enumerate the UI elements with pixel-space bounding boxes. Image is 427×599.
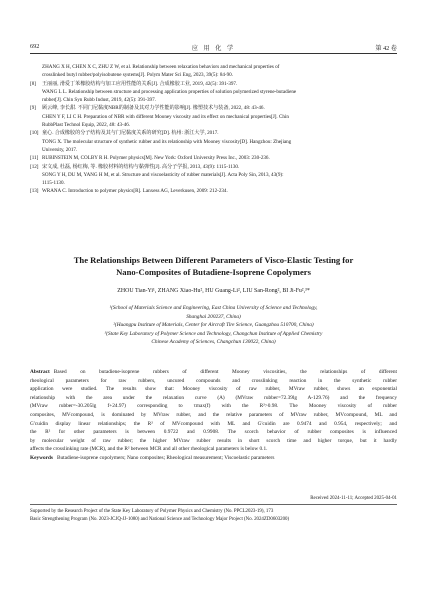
reference-text xyxy=(42,154,397,162)
reference-line: crosslinked butyl rubber/polyisobutene systems[J]. Polym Mater Sci Eng, 2023, 39(5): 84-90. xyxy=(42,72,233,79)
reference-number xyxy=(30,63,42,80)
reference-line: 1115-1130. xyxy=(42,180,65,187)
abstract-line: G'cuidin display linear relationships; the R² of MVcompound with ML and G'cuidin are 0.9474 and 0.954, respectively; and xyxy=(30,420,397,427)
reference-item xyxy=(30,187,397,195)
abstract-line xyxy=(30,368,397,377)
reference-item xyxy=(30,154,397,162)
journal-name: 应 用 化 学 xyxy=(191,45,236,52)
abstract-label: Abstract xyxy=(30,369,50,375)
abstract-line: the R² for other parameters is between 0.9722 and 0.9908. The scorch behavior of rubber composites is influenced xyxy=(30,429,397,436)
affiliation-line: Chinese Academy of Sciences, Changchun 130022, China) xyxy=(151,339,276,346)
abstract-line: composites, MVcompound, is dominated by MVraw rubber, and the relative parameters of MVraw rubber, MVcompound, ML and xyxy=(30,411,397,418)
reference-line: TONG X. The molecular structure of synthetic rubber and its relationship with Mooney viscosity[D]. Hangzhou: Zhejiang xyxy=(42,138,292,145)
reference-text xyxy=(42,63,397,80)
abstract-line: by molecular weight of raw rubber; the higher MVraw rubber results in short scorch time and higher torque, but it hardly xyxy=(30,437,397,444)
reference-number: [10] xyxy=(30,130,39,137)
reference-line: CHEN Y F, LI C H. Preparation of NBR with different Mooney viscosity and its effect on mechanical properties[J]. Chin xyxy=(42,113,289,120)
volume-number: 第 42 卷 xyxy=(375,45,397,52)
article-title xyxy=(30,254,397,278)
reference-line: ZHANG X H, CHEN X C, ZHU Z W, et al. Relationship between relaxation behaviors and mechanical properties of xyxy=(42,64,280,70)
reference-line: 顾云峰, 李长甜. 不同门尼黏度NBR的制备及其对力学性能的影响[J]. 橡塑技术与装备, 2022, 48: 43-46. xyxy=(42,105,265,112)
reference-number: [8] xyxy=(30,80,36,87)
affiliation-line: Shanghai 200237, China) xyxy=(186,313,241,320)
footnote-rule xyxy=(30,504,397,505)
title-line: The Relationships Between Different Parameters of Visco-Elastic Testing for xyxy=(73,255,354,265)
title-line: Nano-Composites of Butadiene-Isoprene Copolymers xyxy=(116,267,311,277)
reference-line: RUBINSTEIN M, COLBY R H. Polymer physics[M]. New York: Oxford University Press Inc., 2003: 230-236. xyxy=(42,155,270,162)
keywords-label: Keywords xyxy=(30,454,53,461)
reference-line: University, 2017. xyxy=(42,146,78,153)
reference-number: [11] xyxy=(30,155,39,162)
reference-line: WANG L L. Relationship between structure and processing application properties of solution polymerized styrene-butadiene xyxy=(42,88,297,95)
reference-number: [13] xyxy=(30,188,39,195)
abstract-line: relationship with the area under the relaxation curve (A) (MVraw rubber=72.39lg A-129.76) and the frequency xyxy=(30,394,397,401)
reference-number: [9] xyxy=(30,105,36,112)
reference-text xyxy=(42,163,397,188)
header-rule xyxy=(30,53,397,54)
abstract-line: rheological parameters for raw rubbers, uncured compounds and crosslinking reaction in the synthetic rubber xyxy=(30,377,397,384)
author-list: ZHOU Tian-Yi¹, ZHANG Xiao-Hu², HU Guang-Li², LIU San-Rong², BI Ji-Fu²,³* xyxy=(117,288,310,294)
funding-line: Basic Strengthening Program (No. 2023-JCJQ-JJ-1080) and National Science and Technology Major Project (No. 2024ZD0603200) xyxy=(30,517,290,522)
reference-list xyxy=(30,63,397,196)
received-date: Received 2024-11-11; Accepted 2025-04-01 xyxy=(310,496,397,501)
abstract xyxy=(30,368,397,463)
reference-number: [12] xyxy=(30,163,39,170)
reference-text xyxy=(42,80,397,105)
affiliation-line: ³(State Key Laboratory of Polymer Science and Technology, Changchun Institute of Applied Chemistry xyxy=(104,330,323,337)
reference-line: SONG Y H, DU M, YANG H M, et al. Structure and viscoelasticity of rubber materials[J]. Acta Poly Sin, 2013, 43(9): xyxy=(42,171,284,178)
reference-item xyxy=(30,63,397,80)
reference-line: rubber[J]. Chin Syn Rubb Indust, 2019, 42(5): 391-397. xyxy=(42,97,156,104)
affiliation-line: ²(Huangpu Institute of Materials, Center for Aircraft Tire Science, Guangzhou 510700, China) xyxy=(113,322,314,329)
abstract-line: affects the crosslinking rate (MCR), and the R² between MCR and all other rheological parameters is below 0.1. xyxy=(30,446,268,453)
abstract-line: (MVraw rubber=-30.205lg f+24.97) corresponding to τmax(f) with the R²>0.98. The Mooney viscosity of rubber xyxy=(30,403,397,410)
funding-note xyxy=(30,508,397,524)
reference-item xyxy=(30,104,397,129)
page-number: 692 xyxy=(30,43,40,50)
reference-line: RubbPlast Technol Equip, 2022, 48: 43-46. xyxy=(42,122,131,129)
reference-line: WRANA C. Introduction to polymer physics[R]. Lanxess AG, Leverkusen, 2009: 212-234. xyxy=(42,188,228,195)
reference-text xyxy=(42,187,397,195)
funding-line: Supported by the Research Project of the State Key Laboratory of Polymer Physics and Chemistry (No. PPCL2023-19), 173 xyxy=(30,509,274,514)
reference-item xyxy=(30,129,397,154)
reference-line: 宋文成, 杜磊, 杨红梅, 等. 橡胶材料的结构与黏弹性[J]. 高分子学报, 2013, 43(9): 1115-1130. xyxy=(42,163,240,170)
abstract-line: application were studied. The results show that: Mooney viscosity of raw rubber, MVraw rubber, shows an exponential xyxy=(30,386,397,393)
affiliation-line: ¹(School of Materials Science and Engineering, East China University of Science and Technology, xyxy=(109,305,318,311)
reference-line: 王丽丽, 滑爱丁苯橡胶结构与加工应用性能的关系[J]. 合成橡胶工业, 2019, 42(5): 391-397. xyxy=(42,80,238,87)
reference-item xyxy=(30,80,397,105)
paper-page xyxy=(30,0,397,599)
affiliations xyxy=(30,304,397,347)
abstract-line-text: Based on butadiene-isoprene rubbers of different Mooney viscosities, the relationships of different xyxy=(53,369,397,375)
reference-line: 童心. 合成橡胶的分子结构及其与门尼黏度关系的研究[D]. 杭州: 浙江大学, 2017. xyxy=(42,130,219,137)
keywords-line xyxy=(30,454,397,463)
reference-text xyxy=(42,104,397,129)
reference-text xyxy=(42,129,397,154)
reference-item xyxy=(30,163,397,188)
keywords-text: Butadiene-isoprene copolymers; Nano composites; Rheological measurement; Viscoelastic parameters xyxy=(56,454,275,461)
